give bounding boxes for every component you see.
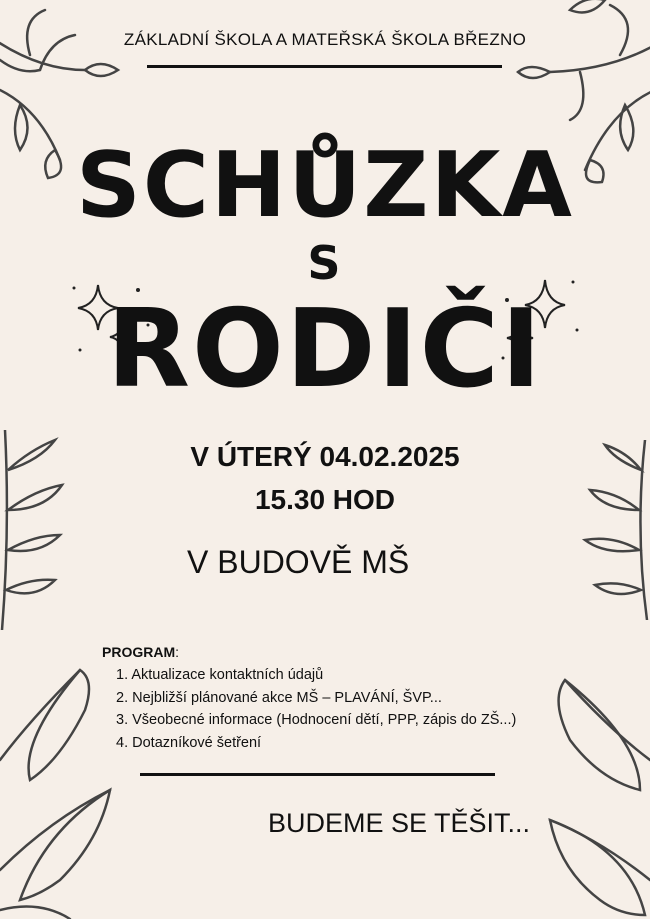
item-number: 4. [116,734,129,751]
item-text: Nejbližší plánované akce MŠ – PLAVÁNÍ, ŠVP... [132,689,442,706]
title-line-2: S [307,236,343,290]
item-text: Dotazníkové šetření [132,734,262,751]
event-place: V BUDOVĚ MŠ [187,544,410,580]
divider [147,65,502,68]
list-item [102,709,516,732]
event-time: 15.30 HOD [254,484,396,515]
item-number: 1. [116,667,129,683]
title-line-1: SCHŮZKA [76,133,574,238]
program-heading [102,643,179,661]
list-item [102,732,516,755]
item-number: 3. [116,712,129,728]
list-item [102,687,516,710]
leaf-branch-icon [520,660,650,919]
school-name: ZÁKLADNÍ ŠKOLA A MATEŘSKÁ ŠKOLA BŘEZNO [123,30,527,49]
item-number: 2. [116,689,129,706]
list-item [102,664,516,687]
title-line-3: RODIČI [106,287,544,412]
program-colon: : [175,644,180,660]
closing-text: BUDEME SE TĚŠIT... [268,808,531,838]
divider [140,773,495,776]
event-date: V ÚTERÝ 04.02.2025 [190,441,460,472]
item-text: Všeobecné informace (Hodnocení dětí, PPP, zápis do ZŠ...) [132,712,517,728]
program-label: PROGRAM [102,644,176,660]
item-text: Aktualizace kontaktních údajů [131,667,324,683]
program-list [102,664,516,754]
